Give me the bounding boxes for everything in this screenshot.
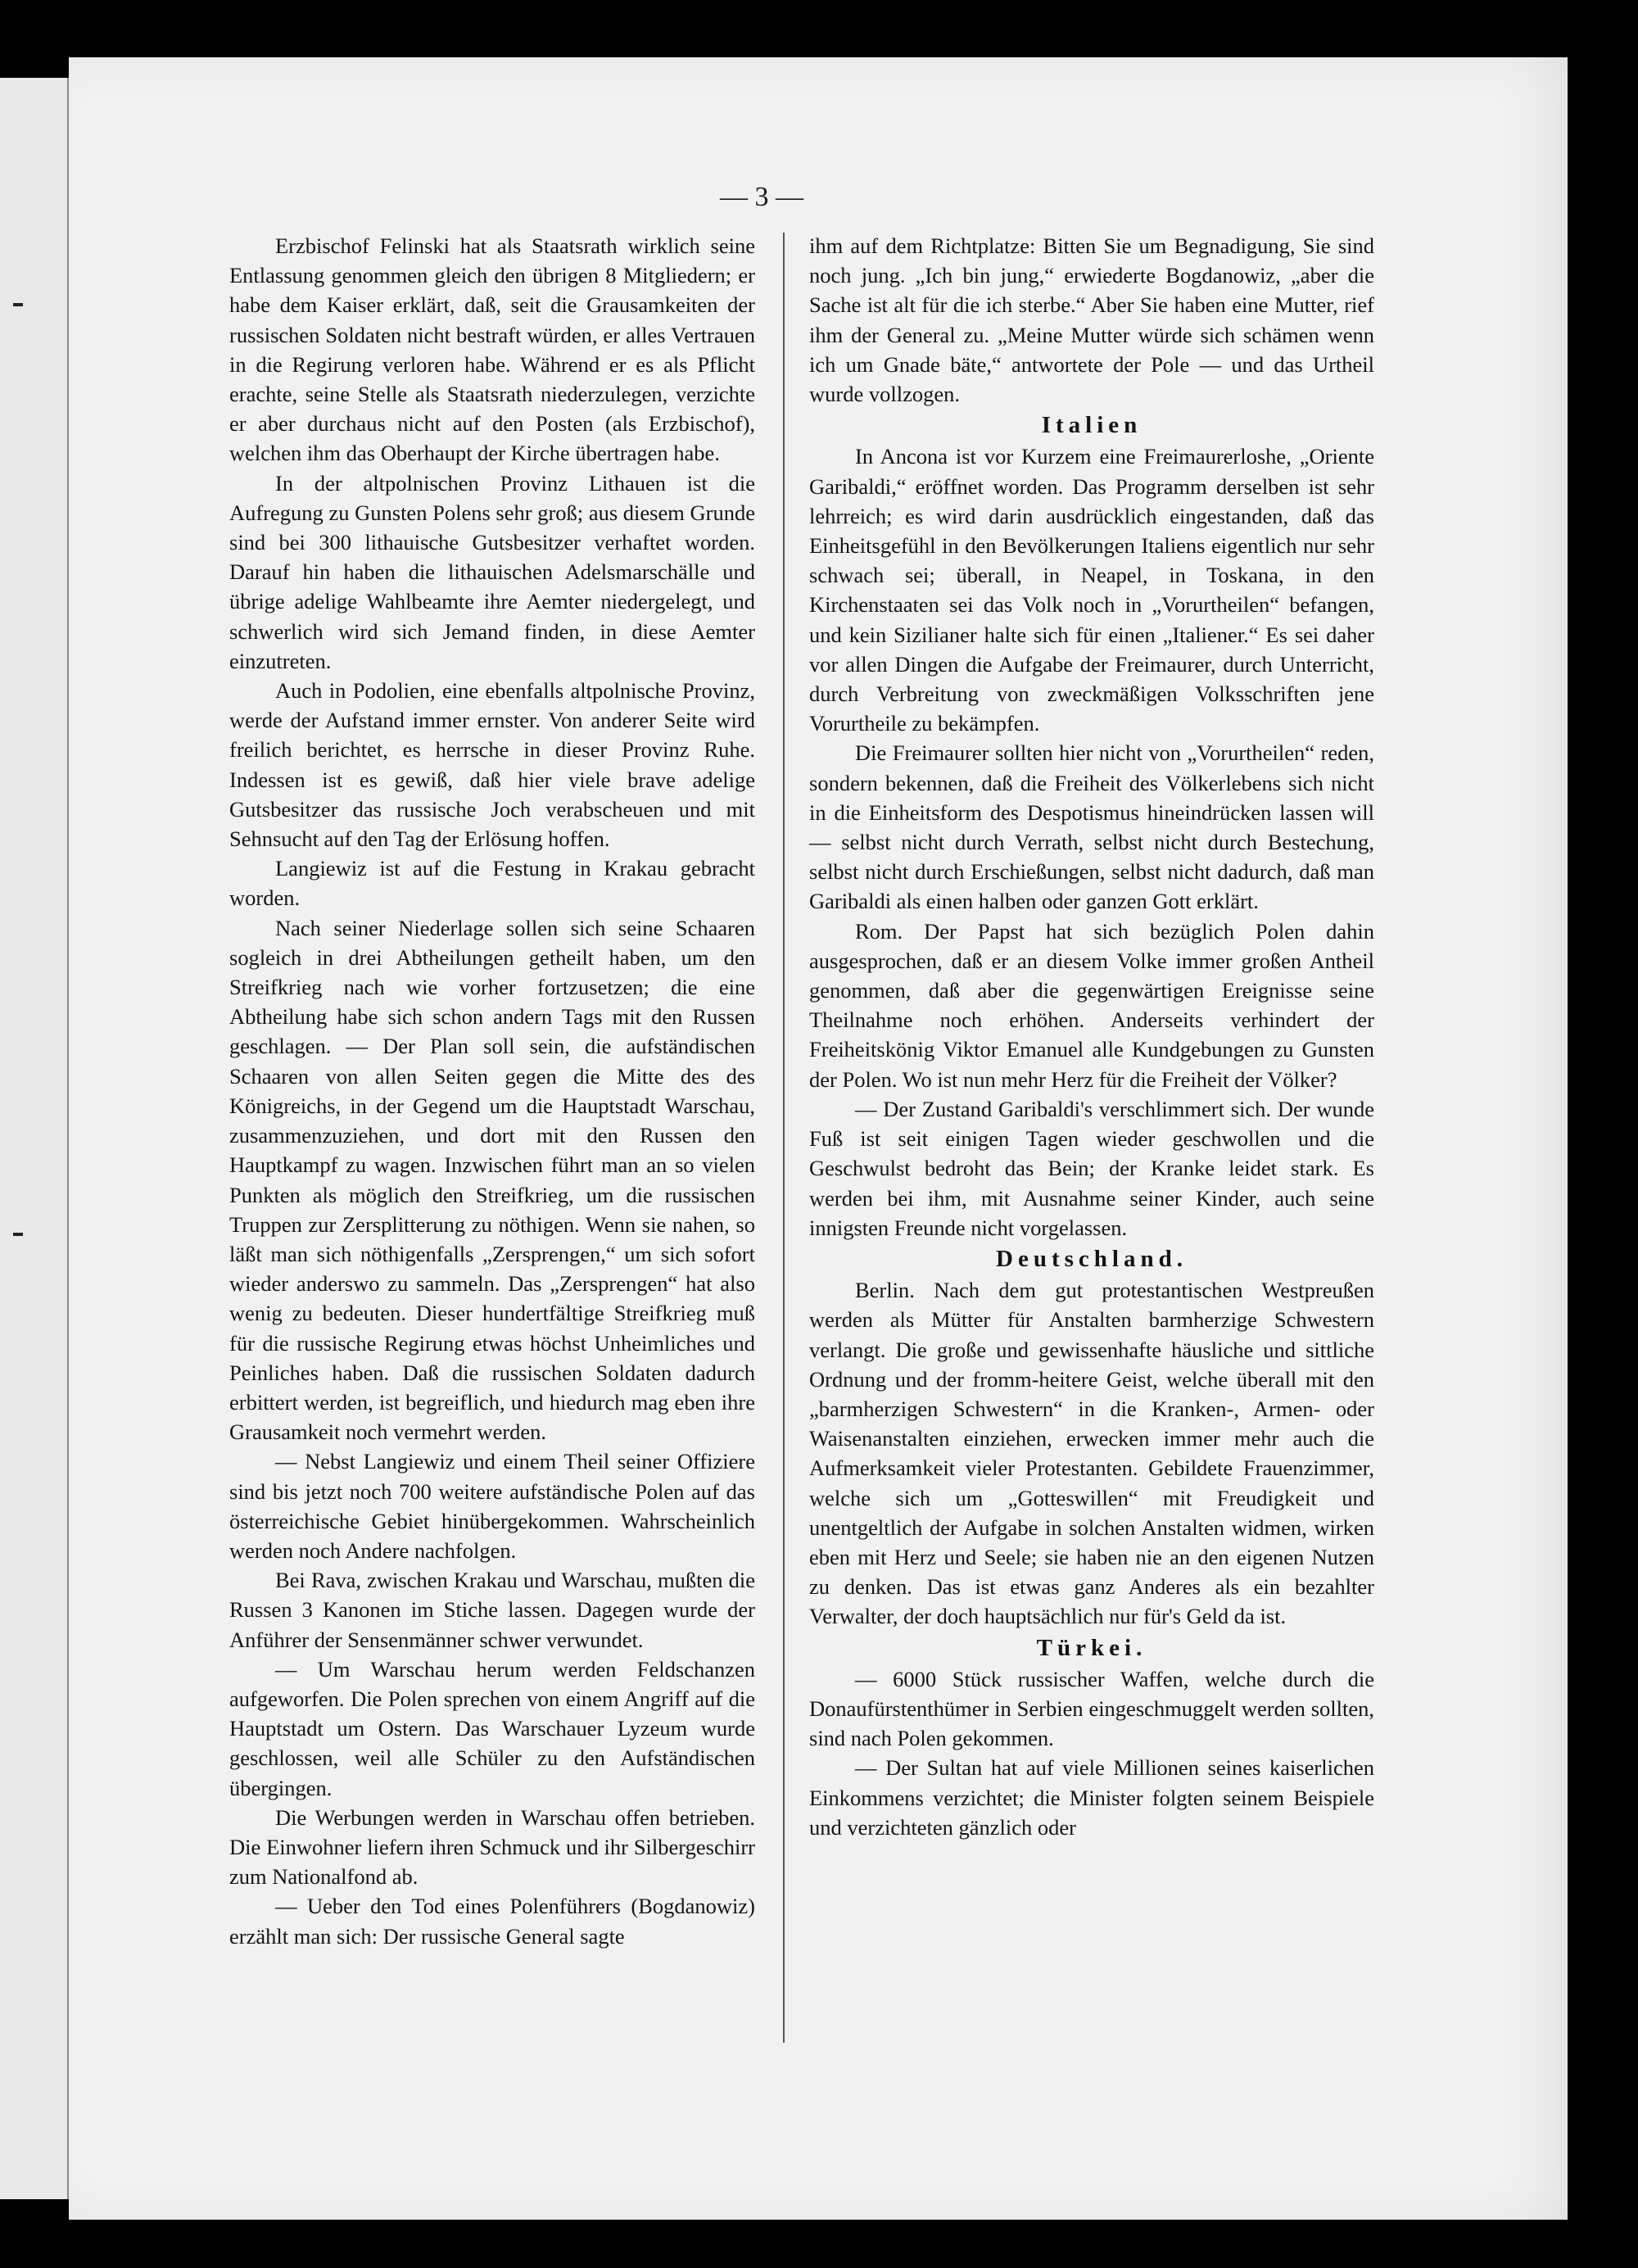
article-paragraph: — Nebst Langiewiz und einem Theil seiner Offiziere sind bis jetzt noch 700 weitere aufständische Polen auf das österreichische Gebiet hinübergekommen. Wahrscheinlich werden noch Andere nachfolgen. — [229, 1449, 755, 1563]
page-number: — 3 — — [720, 182, 803, 212]
article-paragraph: Erzbischof Felinski hat als Staatsrath wirklich seine Entlassung genommen gleich den übrigen 8 Mitgliedern; er habe dem Kaiser erklärt, daß, seit die Grausamkeiten der russischen Soldaten nicht bestraft würden, er alles Vertrauen in die Regirung verloren habe. Während er es als Pflicht erachte, seine Stelle als Staatsrath niederzulegen, verzichte er aber durchaus nicht auf den Posten (als Erzbischof), welchen ihm das Oberhaupt der Kirche übertragen habe. — [229, 233, 755, 466]
ink-mark — [13, 1233, 23, 1236]
article-paragraph: In Ancona ist vor Kurzem eine Freimaurerloshe, „Oriente Garibaldi,“ eröffnet worden. Das Programm derselben ist sehr lehrreich; es wird darin ausdrücklich eingestanden, daß das Einheitsgefühl in den Bevölkerungen Italiens eigentlich nur sehr schwach sei; überall, in Neapel, in Toskana, in den Kirchenstaaten sei das Volk noch in „Vorurtheilen“ befangen, und kein Sizilianer halte sich für einen „Italiener.“ Es sei daher vor allen Dingen die Aufgabe der Freimaurer, durch Unterricht, durch Verbreitung von zweckmäßigen Volksschriften jene Vorurtheile zu bekämpfen. — [809, 444, 1374, 736]
article-paragraph: Die Werbungen werden in Warschau offen betrieben. Die Einwohner liefern ihren Schmuck und ihr Silbergeschirr zum Nationalfond ab. — [229, 1804, 755, 1890]
article-paragraph: — Ueber den Tod eines Polenführers (Bogdanowiz) erzählt man sich: Der russische General sagte — [229, 1894, 755, 1949]
article-paragraph: — Um Warschau herum werden Feldschanzen aufgeworfen. Die Polen sprechen von einem Angriff auf die Hauptstadt um Ostern. Das Warschauer Lyzeum wurde geschlossen, weil alle Schüler zu den Aufständischen übergingen. — [229, 1656, 755, 1800]
article-paragraph: — 6000 Stück russischer Waffen, welche durch die Donaufürstenthümer in Serbien eingeschmuggelt werden sollten, sind nach Polen gekommen. — [809, 1666, 1374, 1751]
article-paragraph: Langiewiz ist auf die Festung in Krakau gebracht worden. — [229, 856, 755, 911]
ink-mark — [13, 303, 23, 306]
section-heading: Deutschland. — [996, 1245, 1188, 1272]
article-paragraph: Berlin. Nach dem gut protestantischen Westpreußen werden als Mütter für Anstalten barmherzige Schwestern verlangt. Die große und gewissenhafte häusliche und sittliche Ordnung und der fromm-heitere Geist, welche überall mit den „barmherzigen Schwestern“ in die Kranken-, Armen- oder Waisenanstalten einziehen, erwecken immer mehr auch die Aufmerksamkeit vieler Protestanten. Gebildete Frauenzimmer, welche sich um „Gotteswillen“ mit Freudigkeit und unentgeltlich der Aufgabe in solchen Anstalten widmen, wirken eben mit Herz und Seele; sie haben nie an den eigenen Nutzen zu denken. Das ist etwas ganz Anderes als ein bezahlter Verwalter, der doch hauptsächlich nur für's Geld da ist. — [809, 1278, 1374, 1629]
article-paragraph: — Der Sultan hat auf viele Millionen seines kaiserlichen Einkommens verzichtet; die Minister folgten seinem Beispiele und verzichteten gänzlich oder — [809, 1755, 1374, 1840]
article-paragraph: Die Freimaurer sollten hier nicht von „Vorurtheilen“ reden, sondern bekennen, daß die Freiheit des Völkerlebens sich nicht in die Einheitsform des Despotismus hineindrücken lassen will — selbst nicht durch Verrath, selbst nicht durch Bestechung, selbst nicht durch Erschießungen, selbst nicht dadurch, daß man Garibaldi als einen halben oder ganzen Gott erklärt. — [809, 740, 1374, 914]
article-paragraph: ihm auf dem Richtplatze: Bitten Sie um Begnadigung, Sie sind noch jung. „Ich bin jung,“ erwiederte Bogdanowiz, „aber die Sache ist alt für die ich sterbe.“ Aber Sie haben eine Mutter, rief ihm der General zu. „Meine Mutter würde sich schämen wenn ich um Gnade bäte,“ antwortete der Pole — und das Urtheil wurde vollzogen. — [809, 233, 1374, 407]
column-divider — [783, 233, 785, 2043]
facing-page-edge — [0, 78, 70, 2199]
article-paragraph: Bei Rava, zwischen Krakau und Warschau, mußten die Russen 3 Kanonen im Stiche lassen. Dagegen wurde der Anführer der Sensenmänner schwer verwundet. — [229, 1568, 755, 1652]
article-paragraph: — Der Zustand Garibaldi's verschlimmert sich. Der wunde Fuß ist seit einigen Tagen wieder geschwollen und die Geschwulst bedroht das Bein; der Kranke leidet stark. Es werden bei ihm, mit Ausnahme seiner Kinder, auch seine innigsten Freunde nicht vorgelassen. — [809, 1096, 1374, 1240]
left-column — [229, 231, 755, 1951]
article-paragraph: Rom. Der Papst hat sich bezüglich Polen dahin ausgesprochen, daß er an diesem Volke immer großen Antheil genommen, daß aber die gegenwärtigen Ereignisse seine Theilnahme noch erhöhen. Anderseits verhindert der Freiheitskönig Viktor Emanuel alle Kundgebungen zu Gunsten der Polen. Wo ist nun mehr Herz für die Freiheit der Völker? — [809, 918, 1374, 1092]
article-paragraph: In der altpolnischen Provinz Lithauen ist die Aufregung zu Gunsten Polens sehr groß; aus diesem Grunde sind bei 300 lithauische Gutsbesitzer verhaftet worden. Darauf hin haben die lithauischen Adelsmarschälle und übrige adelige Wahlbeamte ihre Aemter niedergelegt, und schwerlich wird sich Jemand finden, in diese Aemter einzutreten. — [229, 470, 755, 673]
section-heading: Italien — [1041, 412, 1143, 439]
article-paragraph: Nach seiner Niederlage sollen sich seine Schaaren sogleich in drei Abtheilungen getheilt haben, um den Streifkrieg nach wie vorher fortzusetzen; die eine Abtheilung habe sich schon andern Tags mit den Russen geschlagen. — Der Plan soll sein, die aufständischen Schaaren von allen Seiten gegen die Mitte des des Königreichs, in der Gegend um die Hauptstadt Warschau, zusammenzuziehen, und dort mit den Russen den Hauptkampf zu wagen. Inzwischen führt man an so vielen Punkten als möglich den Streifkrieg, um die russischen Truppen zur Zersplitterung zu nöthigen. Wenn sie nahen, so läßt man sich nöthigenfalls „Zersprengen,“ um sich sofort wieder anderswo zu sammeln. Das „Zersprengen“ hat also wenig zu bedeuten. Dieser hundertfältige Streifkrieg muß für die russische Regirung etwas höchst Unheimliches und Peinliches haben. Daß die russischen Soldaten dadurch erbittert werden, ist begreiflich, und hiedurch mag eben ihre Grausamkeit noch vermehrt werden. — [229, 915, 755, 1445]
article-paragraph: Auch in Podolien, eine ebenfalls altpolnische Provinz, werde der Aufstand immer ernster. Von anderer Seite wird freilich berichtet, es herrsche in dieser Provinz Ruhe. Indessen ist es gewiß, daß hier viele brave adelige Gutsbesitzer das russische Joch verabscheuen und mit Sehnsucht auf den Tag der Erlösung hoffen. — [229, 678, 755, 852]
newspaper-page — [69, 57, 1568, 2220]
section-heading: Türkei. — [1036, 1634, 1147, 1661]
right-column — [809, 231, 1374, 1842]
